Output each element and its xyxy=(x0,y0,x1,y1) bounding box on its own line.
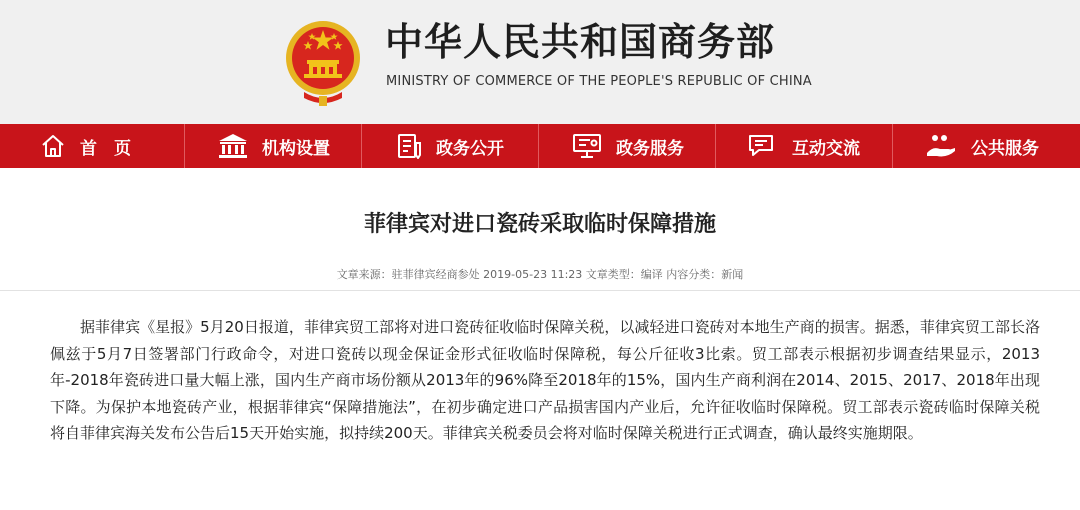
nav-label: 首 页 xyxy=(80,138,131,159)
nav-label: 互动交流 xyxy=(792,138,860,159)
site-header xyxy=(0,0,1080,124)
building-icon xyxy=(218,133,248,159)
nav-separator xyxy=(361,124,362,168)
monitor-icon xyxy=(572,133,602,159)
nav-label: 政务服务 xyxy=(616,138,684,159)
home-icon xyxy=(40,133,66,159)
nav-item-organization[interactable] xyxy=(218,124,330,168)
article-title: 菲律宾对进口瓷砖采取临时保障措施 xyxy=(363,212,716,237)
chat-icon xyxy=(748,133,778,159)
nav-label: 政务公开 xyxy=(436,138,504,159)
article-meta: 文章来源：驻菲律宾经商参处 2019-05-23 11:23 文章类型：编译 内容分类：新闻 xyxy=(336,268,744,281)
nav-item-home[interactable] xyxy=(40,124,131,168)
main-nav xyxy=(0,124,1080,168)
nav-label: 机构设置 xyxy=(262,138,330,159)
nav-item-interaction[interactable] xyxy=(748,124,860,168)
nav-label: 公共服务 xyxy=(971,138,1039,159)
nav-separator xyxy=(892,124,893,168)
meta-divider xyxy=(0,290,1080,291)
article-body: 据菲律宾《星报》5月20日报道，菲律宾贸工部将对进口瓷砖征收临时保障关税，以减轻进口瓷砖对本地生产商的损害。据悉，菲律宾贸工部长洛佩兹于5月7日签署部门行政命令，对进口瓷砖以现金保证金形式征收临时保障税，每公斤征收3比索。贸工部表示根据初步调查结果显示，2013年-2018年瓷砖进口量大幅上涨，国内生产商市场份额从2013年的96%降至2018年的15%，国内生产商利润在2014、2015、2017、2018年出现下降。为保护本地瓷砖产业，根据菲律宾“保障措施法”，在初步确定进口产品损害国内产业后，允许征收临时保障税。贸工部表示瓷砖临时保障关税将自菲律宾海关发布公告后15天开始实施，拟持续200天。菲律宾关税委员会将对临时保障关税进行正式调查，确认最终实施期限。 xyxy=(50,318,1040,442)
nav-separator xyxy=(715,124,716,168)
hands-icon xyxy=(925,133,957,159)
nav-item-public-services[interactable] xyxy=(925,124,1039,168)
document-icon xyxy=(396,133,422,159)
nav-item-government-services[interactable] xyxy=(572,124,684,168)
site-title: 中华人民共和国商务部 xyxy=(385,20,776,64)
site-subtitle: MINISTRY OF COMMERCE OF THE PEOPLE'S REPUBLIC OF CHINA xyxy=(386,74,812,89)
nav-separator xyxy=(538,124,539,168)
national-emblem-icon[interactable] xyxy=(284,12,362,108)
nav-separator xyxy=(184,124,185,168)
nav-item-government-affairs[interactable] xyxy=(396,124,504,168)
